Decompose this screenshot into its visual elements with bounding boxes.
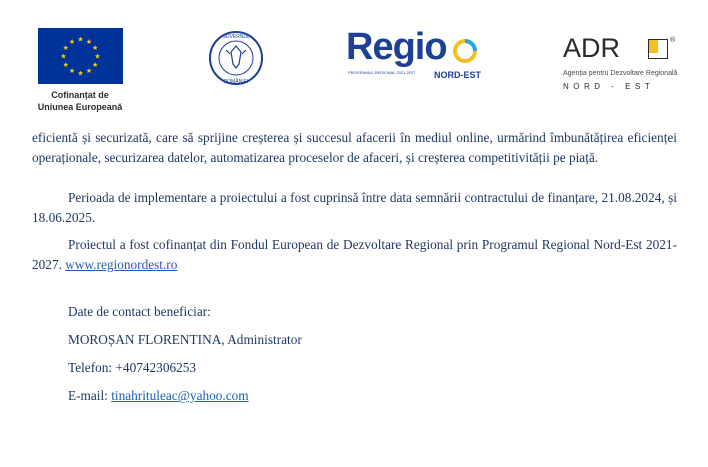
eu-cofinanced-caption bbox=[20, 89, 140, 113]
regionordest-link[interactable]: www.regionordest.ro bbox=[65, 257, 178, 272]
regio-logo bbox=[346, 26, 481, 82]
paragraph-implementation-period: Perioada de implementare a proiectului a fost cuprinsă între data semnării contractului de finanțare, 21.08.2024, și 18.06.2025. bbox=[32, 190, 677, 225]
paragraph-cofinancing bbox=[32, 235, 677, 275]
romanian-government-seal-logo bbox=[208, 30, 264, 86]
eu-star-icon: ★ bbox=[68, 67, 76, 76]
regio-wordmark: Regio bbox=[346, 26, 447, 68]
contact-name: MOROȘAN FLORENTINA, Administrator bbox=[68, 332, 302, 347]
eu-flag-logo bbox=[38, 28, 123, 84]
adr-square-icon bbox=[648, 39, 668, 59]
contact-email-line bbox=[32, 386, 677, 406]
eu-star-icon: ★ bbox=[77, 35, 84, 44]
paragraph-objective: eficientă și securizată, care să sprijine creșterea și succesul afacerii în mediul online, urmărind îmbunătățirea eficienței operaționale, securizarea datelor, automatizarea proceselor de afaceri, și creșterea competitivității pe piață. bbox=[32, 130, 677, 165]
adr-nord-est: NORD - EST bbox=[563, 82, 655, 91]
regio-subtitle: PROGRAMUL REGIONAL 2021-2027 bbox=[348, 70, 416, 75]
adr-wordmark: ADR bbox=[563, 33, 621, 63]
eu-caption-line1: Cofinanțat de bbox=[51, 90, 109, 100]
eu-star-icon: ★ bbox=[92, 61, 99, 69]
eu-star-icon: ★ bbox=[92, 44, 99, 52]
eu-star-icon: ★ bbox=[68, 37, 76, 46]
contact-phone: Telefon: +40742306253 bbox=[68, 360, 197, 375]
adr-registered-mark: ® bbox=[670, 37, 676, 44]
svg-text:GUVERNUL: GUVERNUL bbox=[222, 34, 250, 40]
email-link[interactable]: tinahrituleac@yahoo.com bbox=[111, 388, 249, 403]
contact-heading: Date de contact beneficiar: bbox=[68, 304, 211, 319]
eu-star-icon: ★ bbox=[77, 69, 84, 78]
eu-star-icon: ★ bbox=[85, 37, 93, 46]
eu-star-icon: ★ bbox=[60, 52, 67, 61]
regio-circle-icon bbox=[452, 38, 478, 64]
cofinancing-text: Proiectul a fost cofinanțat din Fondul European de Dezvoltare Regional prin Programul Regional Nord-Est 2021-2027. bbox=[32, 237, 677, 272]
eu-caption-line2: Uniunea Europeană bbox=[37, 102, 123, 112]
email-label: E-mail: bbox=[68, 388, 108, 403]
eu-star-icon: ★ bbox=[94, 52, 101, 61]
eu-star-icon: ★ bbox=[85, 67, 93, 76]
document-body bbox=[32, 128, 677, 406]
regio-nord-est: NORD-EST bbox=[434, 70, 481, 80]
eu-star-icon: ★ bbox=[62, 61, 69, 69]
svg-text:ROMÂNIEI: ROMÂNIEI bbox=[223, 79, 249, 85]
adr-subtitle: Agenția pentru Dezvoltare Regională bbox=[563, 70, 678, 77]
header-logos bbox=[0, 0, 708, 120]
adr-logo bbox=[560, 33, 680, 92]
eu-star-icon: ★ bbox=[62, 44, 69, 52]
